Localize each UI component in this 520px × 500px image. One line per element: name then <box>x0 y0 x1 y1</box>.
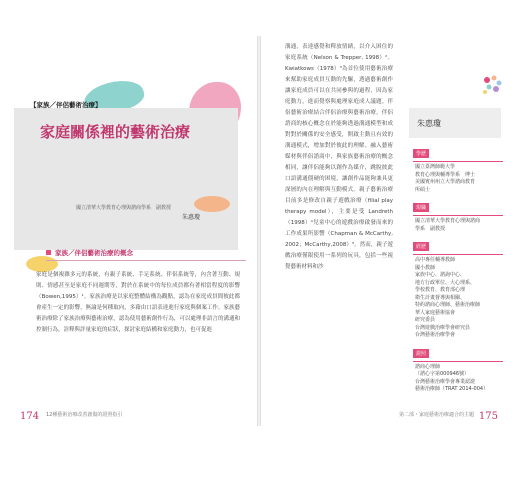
bio-line: 所碩士 <box>415 186 431 193</box>
colorful-dots-logo <box>481 74 503 96</box>
bio-line: 國小教師 <box>415 264 436 271</box>
bio-line: 學校教育、教育部心理 <box>415 287 466 293</box>
bio-line: 高中專任輔導教師 <box>415 257 456 263</box>
orange-blob-decoration <box>194 196 230 212</box>
bio-label: 現職 <box>413 203 429 212</box>
bio-section-experience <box>413 233 503 340</box>
author-card <box>409 108 501 138</box>
bio-section-license <box>413 340 503 394</box>
bio-line: 台灣藝術治療學會專業認證 <box>415 378 476 385</box>
bio-line: 教育心理與輔導學系 博士 <box>415 171 476 178</box>
bio-line: 衛生計畫督導與相關、 <box>415 294 466 301</box>
page-number-right: 175 <box>478 411 498 422</box>
author-name: 朱惠瓊 <box>182 214 201 221</box>
bio-label: 學歷 <box>413 149 429 158</box>
footer-right-text: 第二部・家庭藝術治療適合的主題 <box>398 412 474 418</box>
bio-line: 華人家庭藝術協會 <box>415 309 456 316</box>
right-body-text: 溝通，表達感覺和釋放情緒，以介入困住的家庭系統（Nelson & Trepper, 1998）²。Kwiatkows（1978）³為首位使用藝術治療來幫助家庭成員互動的先驅，透過藝術創作讓家庭成員可以在共同參與的過程，因為家庭動力，進而覺察與處理家庭成人議題。伴侶藝術治療結合伴侶治療與藝術治療，伴侶諮商的核心概念在於能夠透過溝通模型和成對對於關係的安全感受，開啟主動且有效的溝通模式，增加對於彼此的理解。融入藝術媒材與伴侶諮商中，與家族藝術治療的概念相同，讓伴侶能夠以創作為媒介，跳脫彼此口語溝通僵硬的困境，讓創作品能夠兼具更深層的內在理解與互動模式。親子藝術治療目前多是修改自親子遊戲治療（filial play therapy model），主要是受 Landreth（1998）⁴兒童中心的遊戲治療啟發而來的工作成果所影響（Chapman & McCarthy, 2002；McCarthy,2008）⁵。然而，親子遊戲治療僅限使用一系列的玩具，包括一些視覺藝術材料和沙 <box>285 44 393 270</box>
author-affiliation: 國立清華大學教育心理與諮商學系 副教授 <box>76 205 172 211</box>
bio-line: 國立臺灣師範大學 <box>415 164 456 170</box>
bio-line: 研究委員 <box>415 317 436 323</box>
left-page <box>14 36 257 426</box>
footer-left-text: 12種藝術治療改善創傷的證照指引 <box>46 412 123 418</box>
square-bullet-icon <box>46 250 51 255</box>
bio-line: 台灣遊戲治療學會研究員 <box>415 324 471 331</box>
bio-line: 台灣藝術治療學會 <box>415 332 456 338</box>
series-label: 【家族／伴侶藝術治療】 <box>30 101 102 109</box>
bio-line: 國立清華大學教育心理與諮商 <box>415 218 481 224</box>
bio-line: 美國賓州州立大學諮商教育 <box>415 179 476 185</box>
bio-rule <box>413 215 503 216</box>
page-number-left: 174 <box>20 411 40 422</box>
right-page <box>261 36 504 426</box>
book-spread <box>14 36 504 426</box>
bio-line: 諮商心理師 <box>415 363 441 370</box>
bio-line: 地方行政單位、大心理系、 <box>415 279 476 286</box>
bio-line: 特約諮商心理師、藝術治療師 <box>415 302 481 308</box>
author-card-name: 朱惠瓊 <box>417 119 441 128</box>
section-heading-text: 家族／伴侶藝術治療的概念 <box>55 249 133 257</box>
bio-label: 證照 <box>413 349 429 358</box>
bio-section-current <box>413 194 503 233</box>
bio-line: （諮心字第000946號） <box>415 371 470 377</box>
bio-rule <box>413 361 503 362</box>
bio-section-education <box>413 140 503 194</box>
bio-rule <box>413 161 503 162</box>
bio-line: 藝術治療師（TRAT 2014-004） <box>415 386 489 392</box>
author-bio <box>413 140 503 394</box>
bio-line: 家族中心、諮詢中心、 <box>415 272 466 278</box>
chapter-title: 家庭關係裡的藝術治療 <box>40 123 191 141</box>
section-divider <box>46 260 246 261</box>
left-body-text: 家庭是個複雜多元的系統，有親子系統、手足系統、伴侶系統等，內含著互動、規則、情感甚至是家庭不同週期等，對於在系統中的每位成員都有著相當程度的影響（Bowen,1995）¹。家族治療是以家庭整體結構為觀點，認為在家庭成員間彼此都會產生一定的影響，無論是何種取向，多藉由口語表達進行家庭與個案工作。家族藝術治療除了家族治療與藝術治療，認為使用藝術創作行為，可以處理非語言的溝通和控制行為，詮釋與評量家庭的症狀，探討家庭結構和家庭動力，也可促進 <box>36 272 240 333</box>
bio-label: 經歷 <box>413 242 429 251</box>
bio-line: 學系 副教授 <box>415 225 446 232</box>
section-heading <box>46 248 133 257</box>
bio-rule <box>413 254 503 255</box>
